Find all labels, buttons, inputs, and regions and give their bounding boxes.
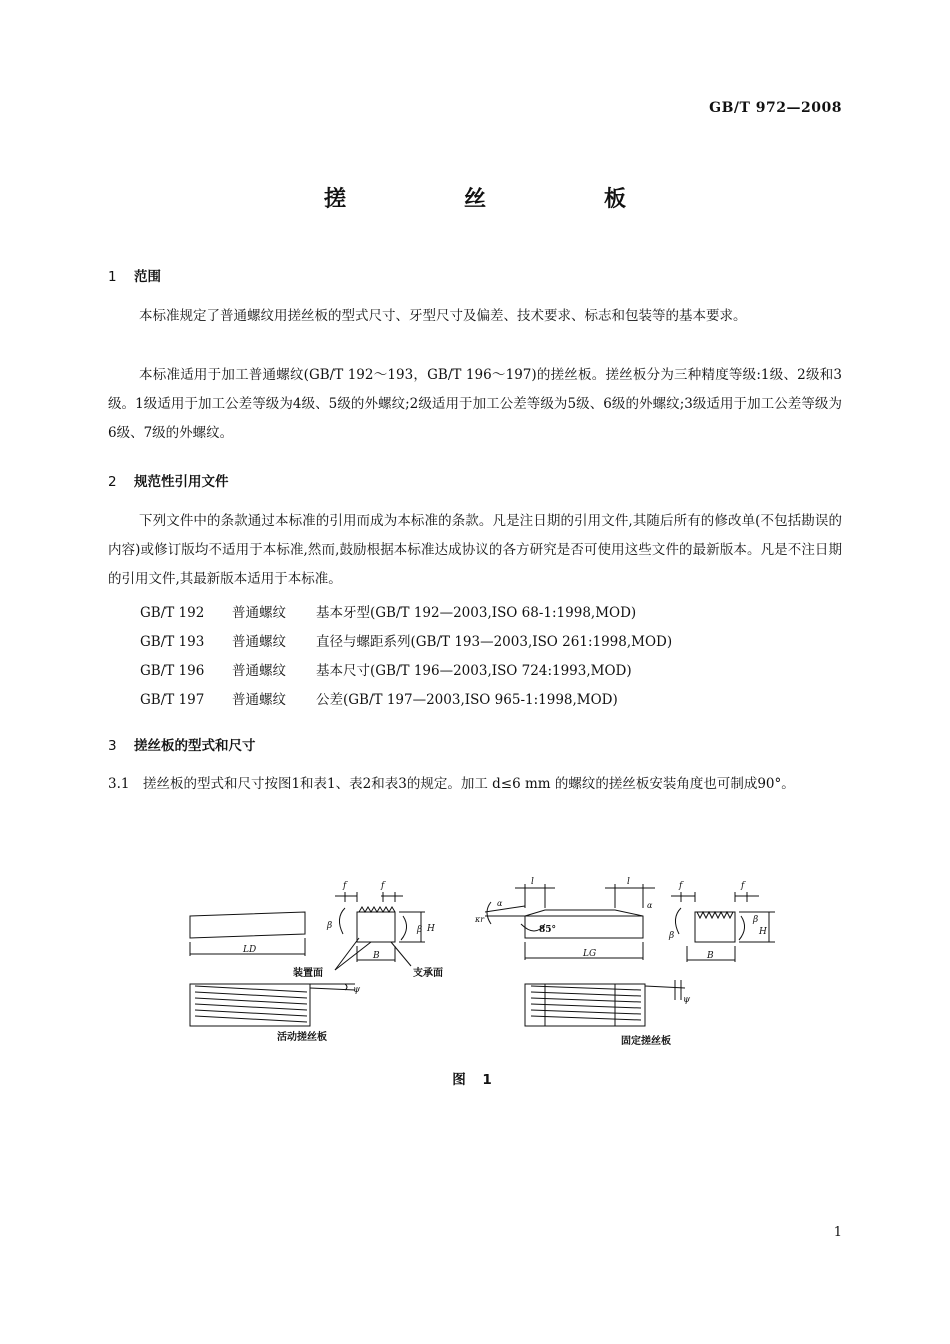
reference-code: GB/T 196 (140, 663, 205, 679)
reference-detail: 基本尺寸(GB/T 196—2003,ISO 724:1993,MOD) (316, 663, 632, 679)
reference-row (140, 659, 632, 679)
label-B-1: B (373, 951, 380, 961)
label-beta-3: β (669, 931, 675, 941)
movable-die-top-view (190, 984, 355, 1026)
label-H-2: H (759, 927, 767, 937)
paragraph-3-1: 3.1 搓丝板的型式和尺寸按图1和表1、表2和表3的规定。加工 d≤6 mm 的螺纹的搓丝板安装角度也可制成90°。 (108, 776, 795, 792)
section-1-number: 1 (108, 269, 117, 285)
page-number: 1 (833, 1225, 842, 1240)
label-mount-face: 装置面 (293, 968, 323, 979)
standard-code: GB/T 972—2008 (709, 100, 842, 116)
reference-detail: 公差(GB/T 197—2003,ISO 965-1:1998,MOD) (316, 692, 618, 708)
reference-name: 普通螺纹 (232, 692, 286, 708)
label-l-1: l (531, 877, 534, 887)
label-LG: LG (583, 949, 597, 959)
reference-name: 普通螺纹 (232, 663, 286, 679)
section-1-heading (108, 265, 161, 285)
label-psi-1: ψ (353, 985, 361, 995)
label-H-1: H (427, 924, 435, 934)
section-3-heading (108, 734, 256, 754)
section-2-number: 2 (108, 474, 117, 490)
document-title: 搓 丝 板 (323, 187, 674, 212)
paragraph-scope-1: 本标准规定了普通螺纹用搓丝板的型式尺寸、牙型尺寸及偏差、技术要求、标志和包装等的基本要求。 (139, 308, 747, 324)
paragraph-scope-2: 本标准适用于加工普通螺纹(GB/T 192～193，GB/T 196～197)的搓丝板。搓丝板分为三种精度等级:1级、2级和3级。1级适用于加工公差等级为4级、5级的外螺纹;2级适用于加工公差等级为5级、6级的外螺纹;3级适用于加工公差等级为6级、7级的外螺纹。 (108, 367, 842, 441)
label-LD: LD (243, 945, 257, 955)
reference-name: 普通螺纹 (232, 605, 286, 621)
reference-detail: 直径与螺距系列(GB/T 193—2003,ISO 261:1998,MOD) (316, 634, 673, 650)
label-support-face: 支承面 (413, 968, 443, 979)
label-angle-85: 85° (539, 925, 557, 935)
reference-code: GB/T 193 (140, 634, 205, 650)
section-3-title: 搓丝板的型式和尺寸 (134, 738, 256, 754)
label-B-2: B (707, 951, 714, 961)
reference-name: 普通螺纹 (232, 634, 286, 650)
label-alpha-1: α (497, 899, 503, 908)
label-movable-die: 活动搓丝板 (277, 1032, 327, 1043)
label-alpha-2: α (647, 901, 653, 910)
label-f-1: f (343, 881, 347, 891)
figure-1 (185, 876, 775, 1056)
figure-1-drawing (185, 876, 775, 1056)
fixed-die-side-view (485, 884, 655, 960)
reference-detail: 基本牙型(GB/T 192—2003,ISO 68-1:1998,MOD) (316, 605, 637, 621)
label-f-2: f (381, 881, 385, 891)
paragraph-references: 下列文件中的条款通过本标准的引用而成为本标准的条款。凡是注日期的引用文件,其随后所有的修改单(不包括勘误的内容)或修订版均不适用于本标准,然而,鼓励根据本标准达成协议的各方研究是否可使用这些文件的最新版本。凡是不注日期的引用文件,其最新版本适用于本标准。 (108, 513, 842, 587)
label-fixed-die: 固定搓丝板 (621, 1036, 671, 1047)
section-1-title: 范围 (134, 269, 161, 285)
label-l-2: l (627, 877, 630, 887)
fixed-die-top-view (525, 980, 685, 1026)
label-f-3: f (679, 881, 683, 891)
label-beta-2: β (417, 925, 423, 935)
label-f-4: f (741, 881, 745, 891)
label-beta-1: β (327, 921, 333, 931)
reference-row (140, 688, 618, 708)
section-2-title: 规范性引用文件 (134, 474, 229, 490)
label-beta-4: β (753, 915, 759, 925)
movable-die-section (335, 892, 425, 970)
label-kappa: κr (475, 915, 485, 924)
reference-row (140, 601, 636, 621)
section-2-heading (108, 470, 229, 490)
label-psi-2: ψ (683, 995, 691, 1005)
figure-caption: 图 1 (452, 1072, 498, 1088)
section-3-number: 3 (108, 738, 117, 754)
reference-code: GB/T 197 (140, 692, 205, 708)
reference-code: GB/T 192 (140, 605, 205, 621)
reference-row (140, 630, 672, 650)
